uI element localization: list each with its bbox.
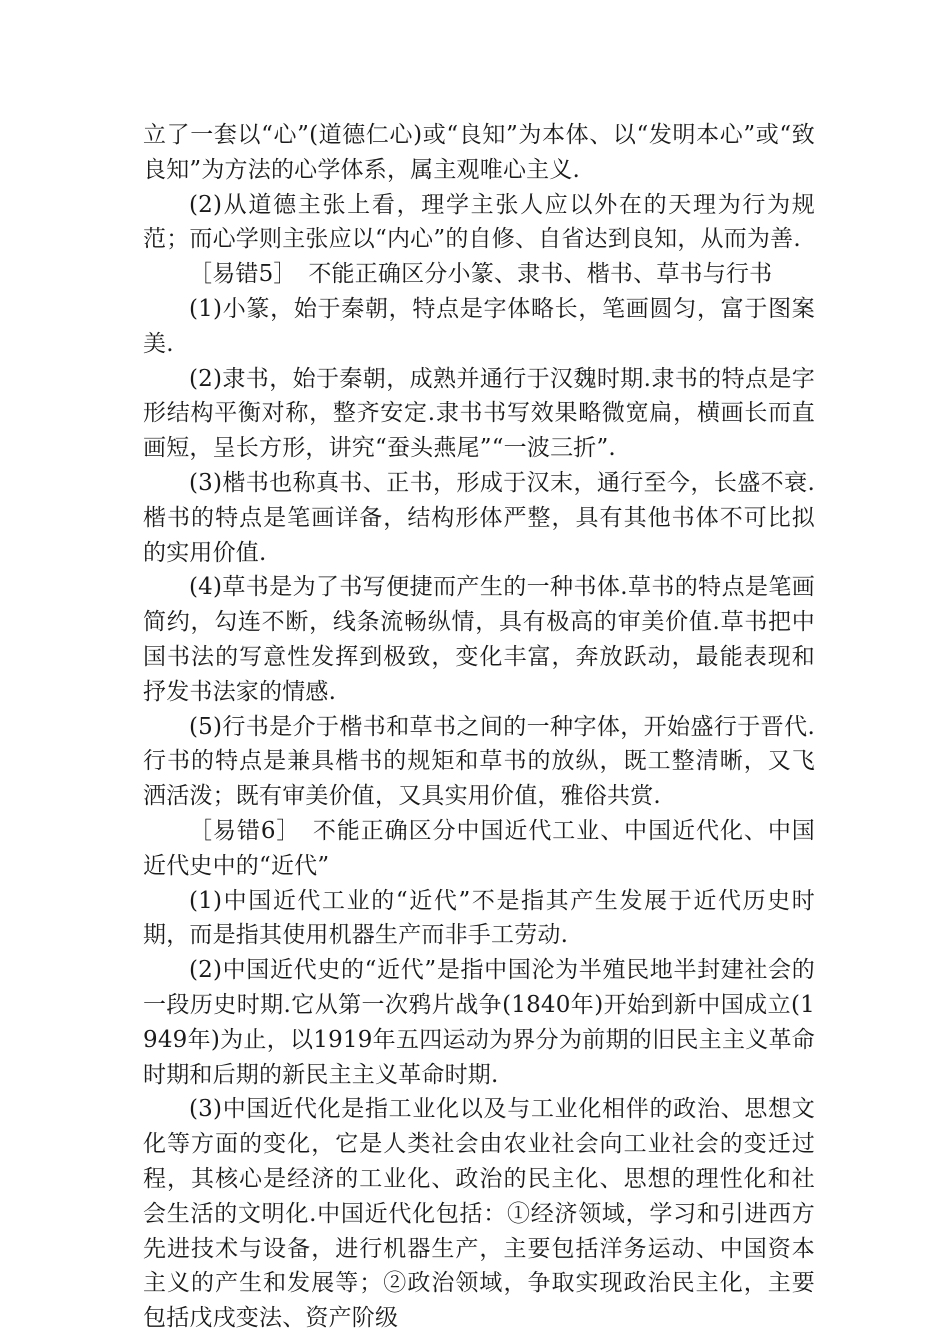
paragraph-small-seal: (1)小篆，始于秦朝，特点是字体略长，笔画圆匀，富于图案美. xyxy=(143,295,815,357)
paragraph-modernization: (3)中国近代化是指工业化以及与工业化相伴的政治、思想文化等方面的变化，它是人类社会由农业社会向工业社会的变迁过程，其核心是经济的工业化、政治的民主化、思想的理性化和社会生活的文明化.中国近代化包括：①经济领域，学习和引进西方先进技术与设备，进行机器生产，主要包括洋务运动、中国资本主义的产生和发展等；②政治领域，争取实现政治民主化，主要包括戊戌变法、资产阶级 xyxy=(143,1096,815,1332)
paragraph-1: 立了一套以“心”(道德仁心)或“良知”为本体、以“发明本心”或“致良知”为方法的心学体系，属主观唯心主义. xyxy=(143,122,815,183)
paragraph-modern-history: (2)中国近代史的“近代”是指中国沦为半殖民地半封建社会的一段历史时期.它从第一次鸦片战争(1840年)开始到新中国成立(1949年)为止，以1919年五四运动为界分为前期的旧民主主义革命时期和后期的新民主主义革命时期. xyxy=(143,957,815,1088)
section-heading-error-5: ［易错5］ 不能正确区分小篆、隶书、楷书、草书与行书 xyxy=(189,261,773,288)
document-body xyxy=(143,118,815,1336)
paragraph-2: (2)从道德主张上看，理学主张人应以外在的天理为行为规范；而心学则主张应以“内心”的自修、自省达到良知，从而为善. xyxy=(143,191,815,253)
section-heading-error-6: ［易错6］ 不能正确区分中国近代工业、中国近代化、中国近代史中的“近代” xyxy=(143,817,815,879)
paragraph-running-script: (5)行书是介于楷书和草书之间的一种字体，开始盛行于晋代.行书的特点是兼具楷书的规矩和草书的放纵，既工整清晰，又飞洒活泼；既有审美价值，又具实用价值，雅俗共赏. xyxy=(143,713,815,810)
paragraph-modern-industry: (1)中国近代工业的“近代”不是指其产生发展于近代历史时期，而是指其使用机器生产而非手工劳动. xyxy=(143,887,815,949)
paragraph-cursive-script: (4)草书是为了书写便捷而产生的一种书体.草书的特点是笔画简约，勾连不断，线条流畅纵情，具有极高的审美价值.草书把中国书法的写意性发挥到极致，变化丰富，奔放跃动，最能表现和抒发书法家的情感. xyxy=(143,574,815,705)
paragraph-regular-script: (3)楷书也称真书、正书，形成于汉末，通行至今，长盛不衰.楷书的特点是笔画详备，结构形体严整，具有其他书体不可比拟的实用价值. xyxy=(143,469,815,566)
paragraph-clerical-script: (2)隶书，始于秦朝，成熟并通行于汉魏时期.隶书的特点是字形结构平衡对称，整齐安定.隶书书写效果略微宽扁，横画长而直画短，呈长方形，讲究“蚕头燕尾”“一波三折”. xyxy=(143,365,815,462)
